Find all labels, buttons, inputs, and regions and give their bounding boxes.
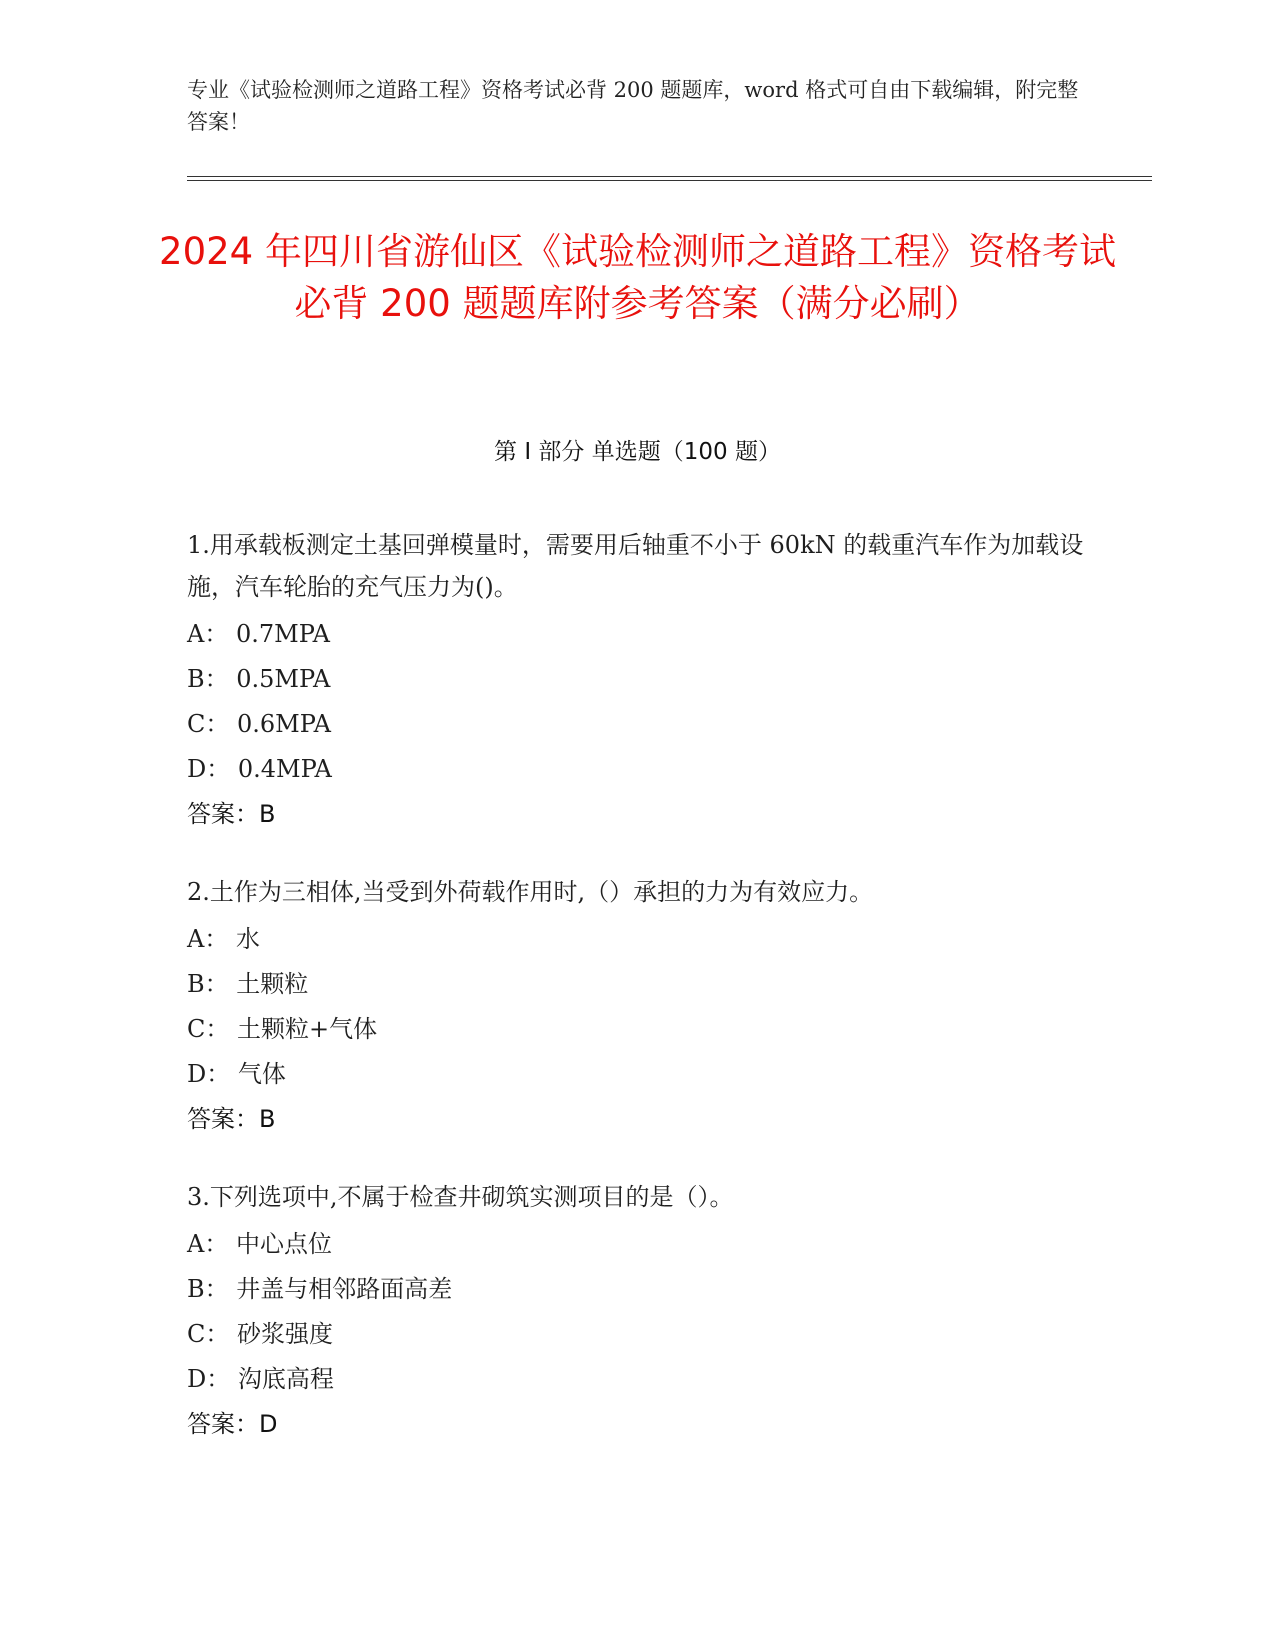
header-divider: [187, 176, 1152, 181]
option-c: C： 土颗粒+气体: [187, 1015, 378, 1043]
answer-line: 答案：B: [187, 800, 276, 828]
answer-line: 答案：D: [187, 1410, 278, 1438]
question-item: [187, 1176, 1087, 1447]
option-d: D： 气体: [187, 1060, 286, 1088]
option-a: A： 0.7MPA: [187, 620, 330, 648]
option-b: B： 0.5MPA: [187, 665, 331, 693]
option-c: C： 砂浆强度: [187, 1320, 333, 1348]
question-item: [187, 524, 1087, 837]
answer-line: 答案：B: [187, 1105, 276, 1133]
header-note: 专业《试验检测师之道路工程》资格考试必背 200 题题库，word 格式可自由下载编辑，附完整答案！: [187, 78, 1079, 134]
option-d: D： 0.4MPA: [187, 755, 332, 783]
option-b: B： 土颗粒: [187, 970, 309, 998]
option-a: A： 水: [187, 925, 260, 953]
option-a: A： 中心点位: [187, 1230, 332, 1258]
section-heading: 第 I 部分 单选题（100 题）: [494, 439, 781, 465]
option-b: B： 井盖与相邻路面高差: [187, 1275, 453, 1303]
question-list: [187, 524, 1087, 1481]
document-title: 2024 年四川省游仙区《试验检测师之道路工程》资格考试必背 200 题题库附参考答案（满分必刷）: [159, 230, 1116, 325]
option-c: C： 0.6MPA: [187, 710, 332, 738]
question-stem: 2.土作为三相体,当受到外荷载作用时,（）承担的力为有效应力。: [187, 878, 874, 906]
question-item: [187, 871, 1087, 1142]
question-stem: 3.下列选项中,不属于检查井砌筑实测项目的是（）。: [187, 1183, 734, 1211]
question-stem: 1.用承载板测定土基回弹模量时，需要用后轴重不小于 60kN 的载重汽车作为加载设施，汽车轮胎的充气压力为()。: [187, 531, 1084, 601]
option-d: D： 沟底高程: [187, 1365, 334, 1393]
